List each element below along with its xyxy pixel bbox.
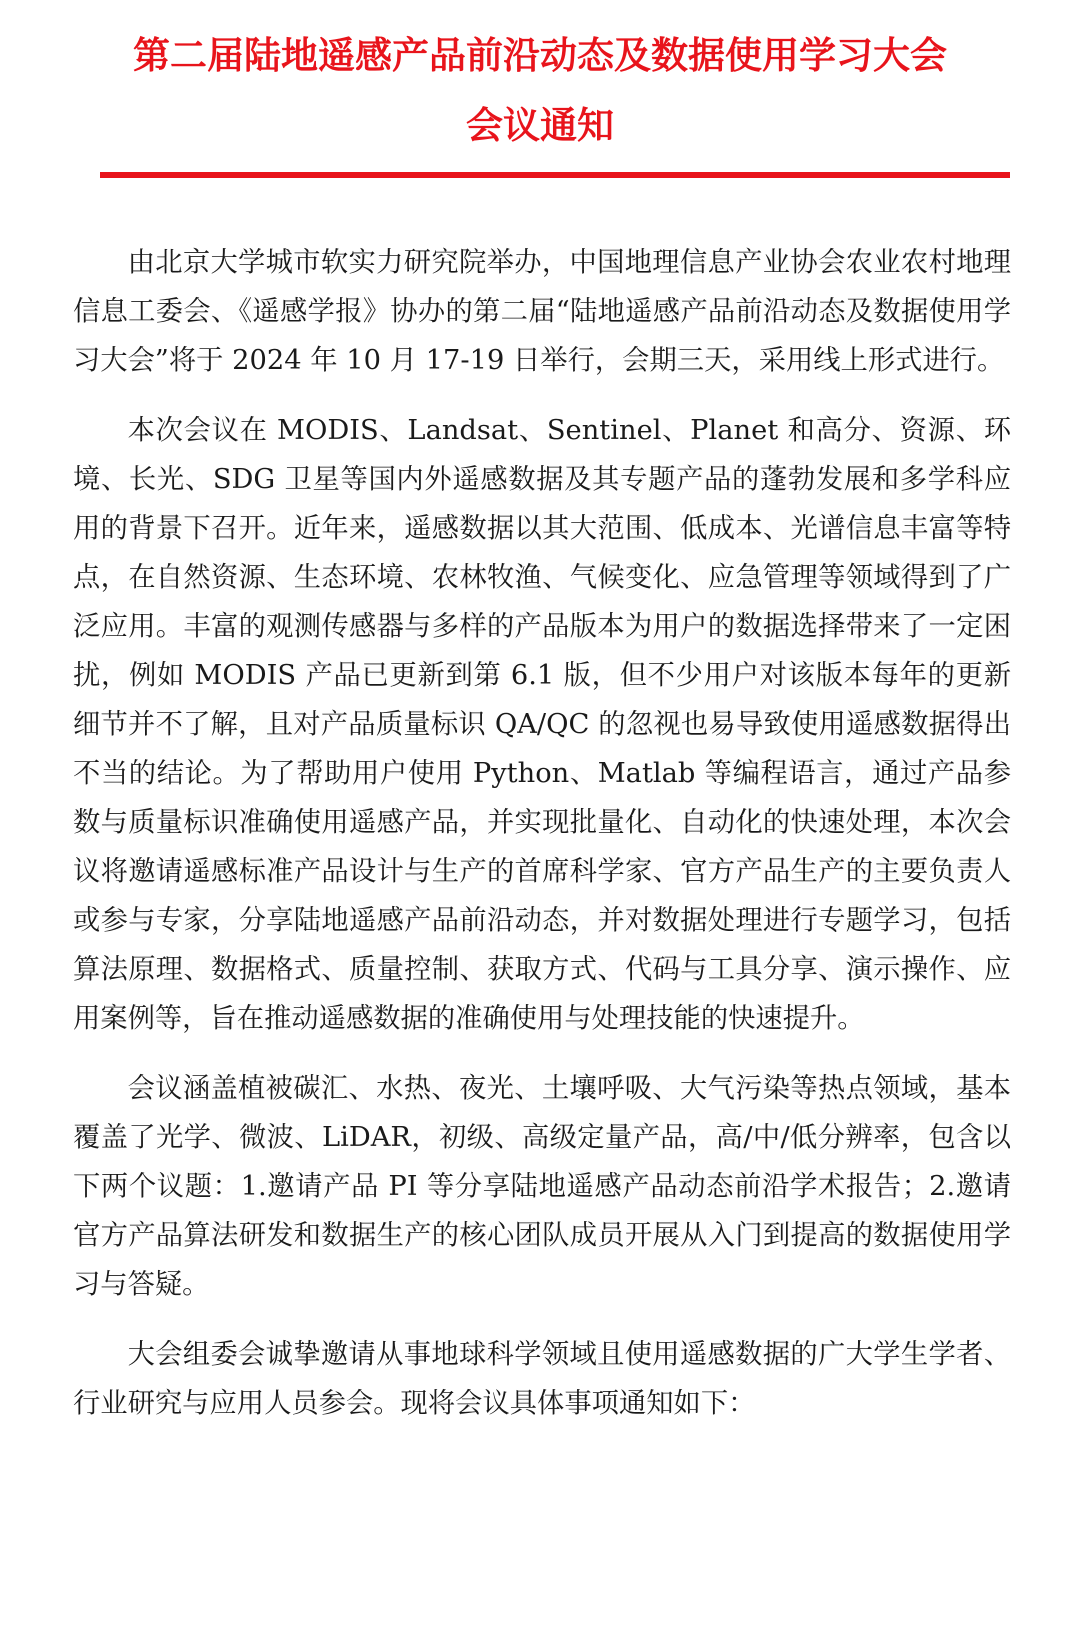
document-subtitle: 会议通知 <box>466 104 614 147</box>
title-divider <box>100 172 1010 178</box>
paragraph-invitation: 大会组委会诚挚邀请从事地球科学领域且使用遥感数据的广大学生学者、行业研究与应用人员参会。现将会议具体事项通知如下： <box>73 1339 1011 1419</box>
paragraph-background: 本次会议在 MODIS、Landsat、Sentinel、Planet 和高分、资源、环境、长光、SDG 卫星等国内外遥感数据及其专题产品的蓬勃发展和多学科应用的背景下召开。近年来，遥感数据以其大范围、低成本、光谱信息丰富等特点，在自然资源、生态环境、农林牧渔、气候变化、应急管理等领域得到了广泛应用。丰富的观测传感器与多样的产品版本为用户的数据选择带来了一定困扰，例如 MODIS 产品已更新到第 6.1 版，但不少用户对该版本每年的更新细节并不了解，且对产品质量标识 QA/QC 的忽视也易导致使用遥感数据得出不当的结论。为了帮助用户使用 Python、Matlab 等编程语言，通过产品参数与质量标识准确使用遥感产品，并实现批量化、自动化的快速处理，本次会议将邀请遥感标准产品设计与生产的首席科学家、官方产品生产的主要负责人或参与专家，分享陆地遥感产品前沿动态，并对数据处理进行专题学习，包括算法原理、数据格式、质量控制、获取方式、代码与工具分享、演示操作、应用案例等，旨在推动遥感数据的准确使用与处理技能的快速提升。 <box>73 415 1011 1034</box>
paragraph-intro: 由北京大学城市软实力研究院举办，中国地理信息产业协会农业农村地理信息工委会、《遥感学报》协办的第二届“陆地遥感产品前沿动态及数据使用学习大会”将于 2024 年 10 月 17-19 日举行，会期三天，采用线上形式进行。 <box>73 247 1011 376</box>
paragraph-topics: 会议涵盖植被碳汇、水热、夜光、土壤呼吸、大气污染等热点领域，基本覆盖了光学、微波、LiDAR，初级、高级定量产品，高/中/低分辨率，包含以下两个议题：1.邀请产品 PI 等分享陆地遥感产品动态前沿学术报告；2.邀请官方产品算法研发和数据生产的核心团队成员开展从入门到提高的数据使用学习与答疑。 <box>73 1073 1011 1300</box>
document-body <box>73 238 1011 1449</box>
document-title: 第二届陆地遥感产品前沿动态及数据使用学习大会 <box>133 34 947 77</box>
